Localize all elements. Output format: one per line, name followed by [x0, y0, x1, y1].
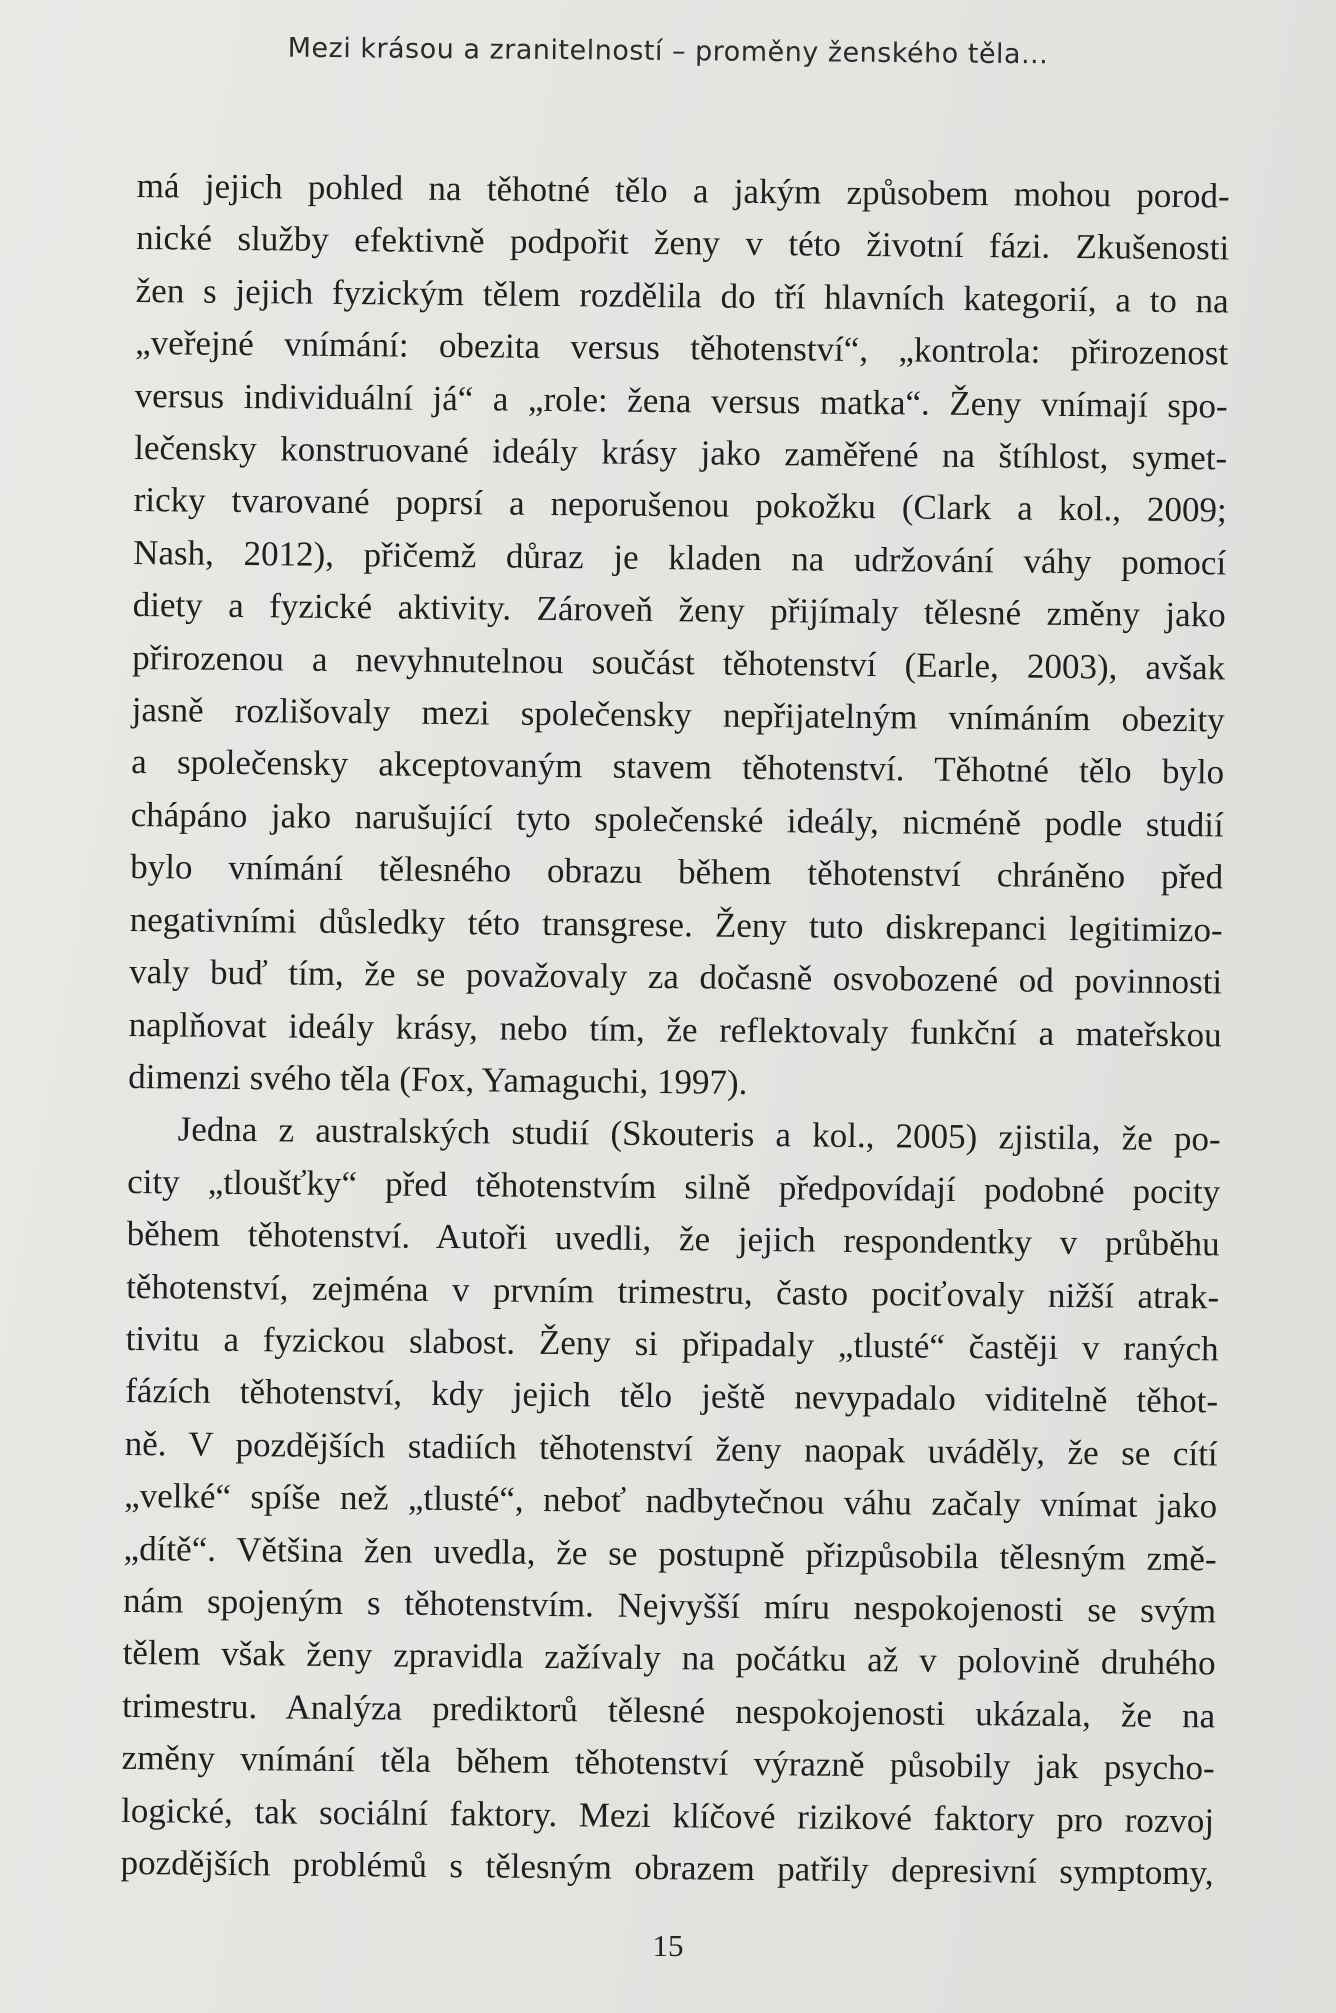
text-line: tivitu a fyzickou slabost. Ženy si připadaly „tlusté“ častěji v raných — [125, 1318, 1219, 1369]
text-line: nické služby efektivně podpořit ženy v této životní fázi. Zkušenosti — [136, 218, 1230, 268]
running-header: Mezi krásou a zranitelností – proměny ženského těla... — [287, 32, 1049, 71]
body-text — [120, 160, 1230, 1900]
text-line: přirozenou a nevyhnutelnou součást těhotenství (Earle, 2003), avšak — [132, 637, 1226, 688]
text-line: diety a fyzické aktivity. Zároveň ženy přijímaly tělesné změny jako — [132, 585, 1226, 635]
text-line: tělem však ženy zpravidla zažívaly na počátku až v polovině druhého — [122, 1633, 1216, 1683]
text-line: a společensky akceptovaným stavem těhotenství. Těhotné tělo bylo — [131, 742, 1225, 792]
text-line: versus individuální já“ a „role: žena versus matka“. Ženy vnímají spo- — [134, 375, 1228, 426]
text-line: Nash, 2012), přičemž důraz je kladen na udržování váhy pomocí — [133, 532, 1227, 583]
text-line: negativními důsledky této transgrese. Ženy tuto diskrepanci legitimizo- — [129, 899, 1223, 950]
text-line: má jejich pohled na těhotné tělo a jakým způsobem mohou porod- — [136, 165, 1230, 216]
text-line: těhotenství, zejména v prvním trimestru, často pociťovaly nižší atrak- — [126, 1266, 1220, 1316]
text-line: „dítě“. Většina žen uvedla, že se postupně přizpůsobila tělesným změ- — [123, 1528, 1217, 1578]
text-line: „velké“ spíše než „tlusté“, neboť nadbytečnou váhu začaly vnímat jako — [123, 1476, 1218, 1526]
text-line: fázích těhotenství, kdy jejich tělo ještě nevypadalo viditelně těhot- — [124, 1371, 1219, 1421]
paragraph-first-line: Jedna z australských studií (Skouteris a kol., 2005) zjistila, že po- — [177, 1109, 1221, 1159]
text-line: valy buď tím, že se považovaly za dočasně osvobozené od povinnosti — [129, 952, 1223, 1002]
page-number: 15 — [652, 1928, 684, 1963]
text-line: naplňovat ideály krásy, nebo tím, že reflektovaly funkční a mateřskou — [128, 1004, 1222, 1054]
text-line: jasně rozlišovaly mezi společensky nepřijatelným vnímáním obezity — [131, 690, 1225, 740]
text-line: pozdějších problémů s tělesným obrazem patřily depresivní symptomy, — [120, 1842, 1214, 1893]
text-line: ricky tvarované poprsí a neporušenou pokožku (Clark a kol., 2009; — [133, 480, 1227, 530]
text-line: city „tloušťky“ před těhotenstvím silně předpovídají podobné pocity — [127, 1161, 1221, 1212]
text-line: během těhotenství. Autoři uvedli, že jejich respondentky v průběhu — [126, 1214, 1220, 1264]
text-line: chápáno jako narušující tyto společenské ideály, nicméně podle studií — [130, 794, 1224, 845]
paragraph-last-line: dimenzi svého těla (Fox, Yamaguchi, 1997). — [128, 1056, 748, 1102]
text-line: „veřejné vnímání: obezita versus těhotenství“, „kontrola: přirozenost — [135, 323, 1229, 373]
text-line: lečensky konstruované ideály krásy jako zaměřené na štíhlost, symet- — [134, 428, 1228, 478]
text-line: trimestru. Analýza prediktorů tělesné nespokojenosti ukázala, že na — [121, 1685, 1216, 1736]
text-line: ně. V pozdějších stadiích těhotenství ženy naopak uváděly, že se cítí — [124, 1423, 1218, 1474]
text-line: bylo vnímání tělesného obrazu během těhotenství chráněno před — [130, 847, 1224, 897]
text-line: nám spojeným s těhotenstvím. Nejvyšší míru nespokojenosti se svým — [122, 1580, 1217, 1631]
text-line: logické, tak sociální faktory. Mezi klíčové rizikové faktory pro rozvoj — [120, 1790, 1215, 1841]
text-line: žen s jejich fyzickým tělem rozdělila do tří hlavních kategorií, a to na — [135, 270, 1229, 321]
text-line: změny vnímání těla během těhotenství výrazně působily jak psycho- — [121, 1738, 1215, 1788]
